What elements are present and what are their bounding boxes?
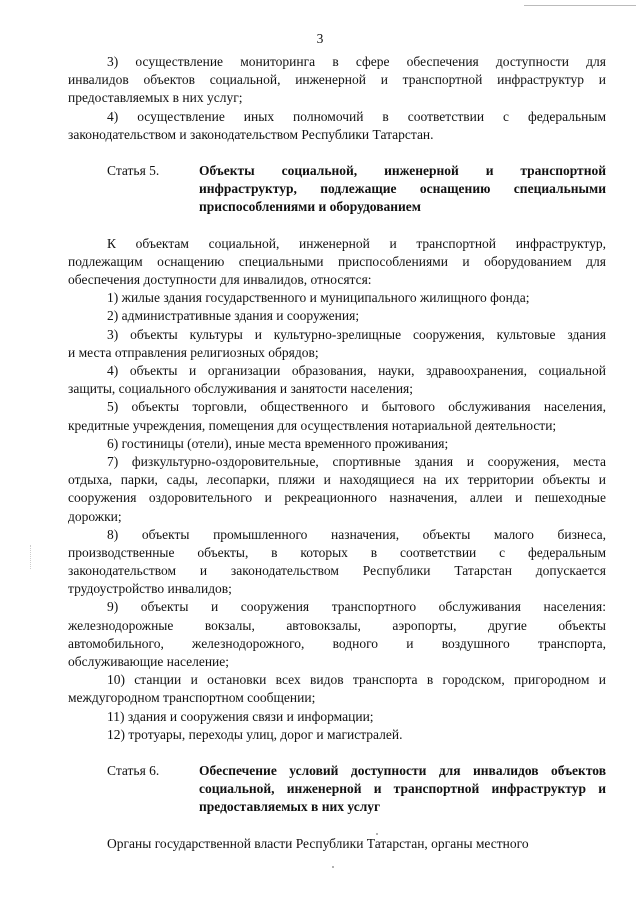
article-5-item <box>68 307 606 325</box>
intro-item-line: инвалидов объектов социальной, инженерной и транспортной инфраструктур и <box>68 72 606 88</box>
article-5-item <box>68 708 606 726</box>
article-6-paragraph <box>68 835 606 853</box>
top-rule <box>524 5 636 6</box>
article-5-item-line: кредитные учреждения, помещения для осуществления нотариальной деятельности; <box>68 417 557 433</box>
article-5-item-line: законодательством и законодательством Республики Татарстан допускается <box>68 563 606 579</box>
article-5-item-line: 2) административные здания и сооружения; <box>107 308 360 324</box>
article-5-item <box>68 526 606 599</box>
intro-item-line: 3) осуществление мониторинга в сфере обеспечения доступности для <box>107 54 606 69</box>
article-5-label: Статья 5. <box>107 162 160 178</box>
article-5-heading <box>68 162 606 217</box>
article-5-item-line: 12) тротуары, переходы улиц, дорог и магистралей. <box>107 726 403 742</box>
article-5-item-line: междугородном транспортном сообщении; <box>68 690 316 706</box>
article-5-item-line: сооружения оздоровительного и рекреационного назначения, аллеи и пешеходные <box>68 490 606 506</box>
article-6-title <box>199 762 606 817</box>
article-5-item <box>68 671 606 707</box>
article-5-item-line: 4) объекты и организации образования, науки, здравоохранения, социальной <box>107 362 606 378</box>
article-6-body <box>68 835 606 853</box>
article-5-item-line: 11) здания и сооружения связи и информации; <box>107 708 374 724</box>
article-6-paragraph-line: Органы государственной власти Республики Татарстан, органы местного <box>107 835 529 851</box>
article-5-title-line: Объекты социальной, инженерной и транспортной <box>199 162 606 178</box>
article-6-label: Статья 6. <box>107 763 160 779</box>
intro-list <box>68 53 606 144</box>
article-5-item <box>68 398 606 434</box>
article-5-item <box>68 453 606 526</box>
article-5-body <box>68 235 606 744</box>
intro-item-line: законодательством и законодательством Республики Татарстан. <box>68 126 434 142</box>
scan-speck <box>376 833 378 835</box>
article-5-item <box>68 235 606 290</box>
article-5-item-line: К объектам социальной, инженерной и транспортной инфраструктур, <box>107 235 606 251</box>
article-5-item-line: 1) жилые здания государственного и муниципального жилищного фонда; <box>107 290 530 306</box>
article-5-title-line: инфраструктур, подлежащие оснащению специальными <box>199 181 606 197</box>
scan-speck <box>332 866 334 868</box>
article-6-title-line: предоставляемых в них услуг <box>199 799 381 815</box>
article-5-item <box>68 326 606 362</box>
article-5-title <box>199 162 606 217</box>
margin-mark <box>30 545 33 569</box>
intro-item <box>68 53 606 108</box>
article-5-item <box>68 435 606 453</box>
article-5-item-line: 8) объекты промышленного назначения, объекты малого бизнеса, <box>107 526 606 542</box>
article-5-item <box>68 362 606 398</box>
intro-item-line: предоставляемых в них услуг; <box>68 90 243 106</box>
page-number: 3 <box>316 31 324 46</box>
article-6-heading <box>68 762 606 817</box>
article-6-title-line: социальной, инженерной и транспортной инфраструктур и <box>199 781 606 797</box>
article-5-item-line: трудоустройство инвалидов; <box>68 581 232 597</box>
article-5-item <box>68 726 606 744</box>
article-5-item-line: автомобильного, железнодорожного, водного и воздушного транспорта, <box>68 635 606 651</box>
article-5-item-line: обслуживающие население; <box>68 654 230 670</box>
article-5-item-line: производственные объекты, в которых в соответствии с федеральным <box>68 544 606 560</box>
article-5-item-line: защиты, социального обслуживания и занятости населения; <box>68 381 414 397</box>
article-5-item-line: 9) объекты и сооружения транспортного обслуживания населения: <box>107 599 606 615</box>
article-5-item-line: 5) объекты торговли, общественного и бытового обслуживания населения, <box>107 399 606 415</box>
article-5-item <box>68 598 606 671</box>
document-body <box>68 53 606 853</box>
article-5-item-line: отдыха, парки, сады, лесопарки, пляжи и находящиеся на их территории объекты и <box>68 472 606 488</box>
article-5-item-line: подлежащим оснащению специальными приспособлениями и оборудованием для <box>68 253 606 269</box>
article-5-title-line: приспособлениями и оборудованием <box>199 199 421 215</box>
article-5-item-line: железнодорожные вокзалы, автовокзалы, аэропорты, другие объекты <box>68 617 606 633</box>
article-5-item-line: и места отправления религиозных обрядов; <box>68 344 319 360</box>
article-5-item-line: 10) станции и остановки всех видов транспорта в городском, пригородном и <box>107 672 606 688</box>
article-5-item <box>68 289 606 307</box>
article-5-item-line: 3) объекты культуры и культурно-зрелищные сооружения, культовые здания <box>107 326 606 342</box>
intro-item <box>68 108 606 144</box>
article-5-item-line: дорожки; <box>68 508 122 524</box>
article-5-item-line: обеспечения доступности для инвалидов, относятся: <box>68 271 372 287</box>
intro-item-line: 4) осуществление иных полномочий в соответствии с федеральным <box>107 108 606 124</box>
article-6-title-line: Обеспечение условий доступности для инвалидов объектов <box>199 763 606 779</box>
article-5-item-line: 7) физкультурно-оздоровительные, спортивные здания и сооружения, места <box>107 453 606 469</box>
article-5-item-line: 6) гостиницы (отели), иные места временного проживания; <box>107 435 449 451</box>
